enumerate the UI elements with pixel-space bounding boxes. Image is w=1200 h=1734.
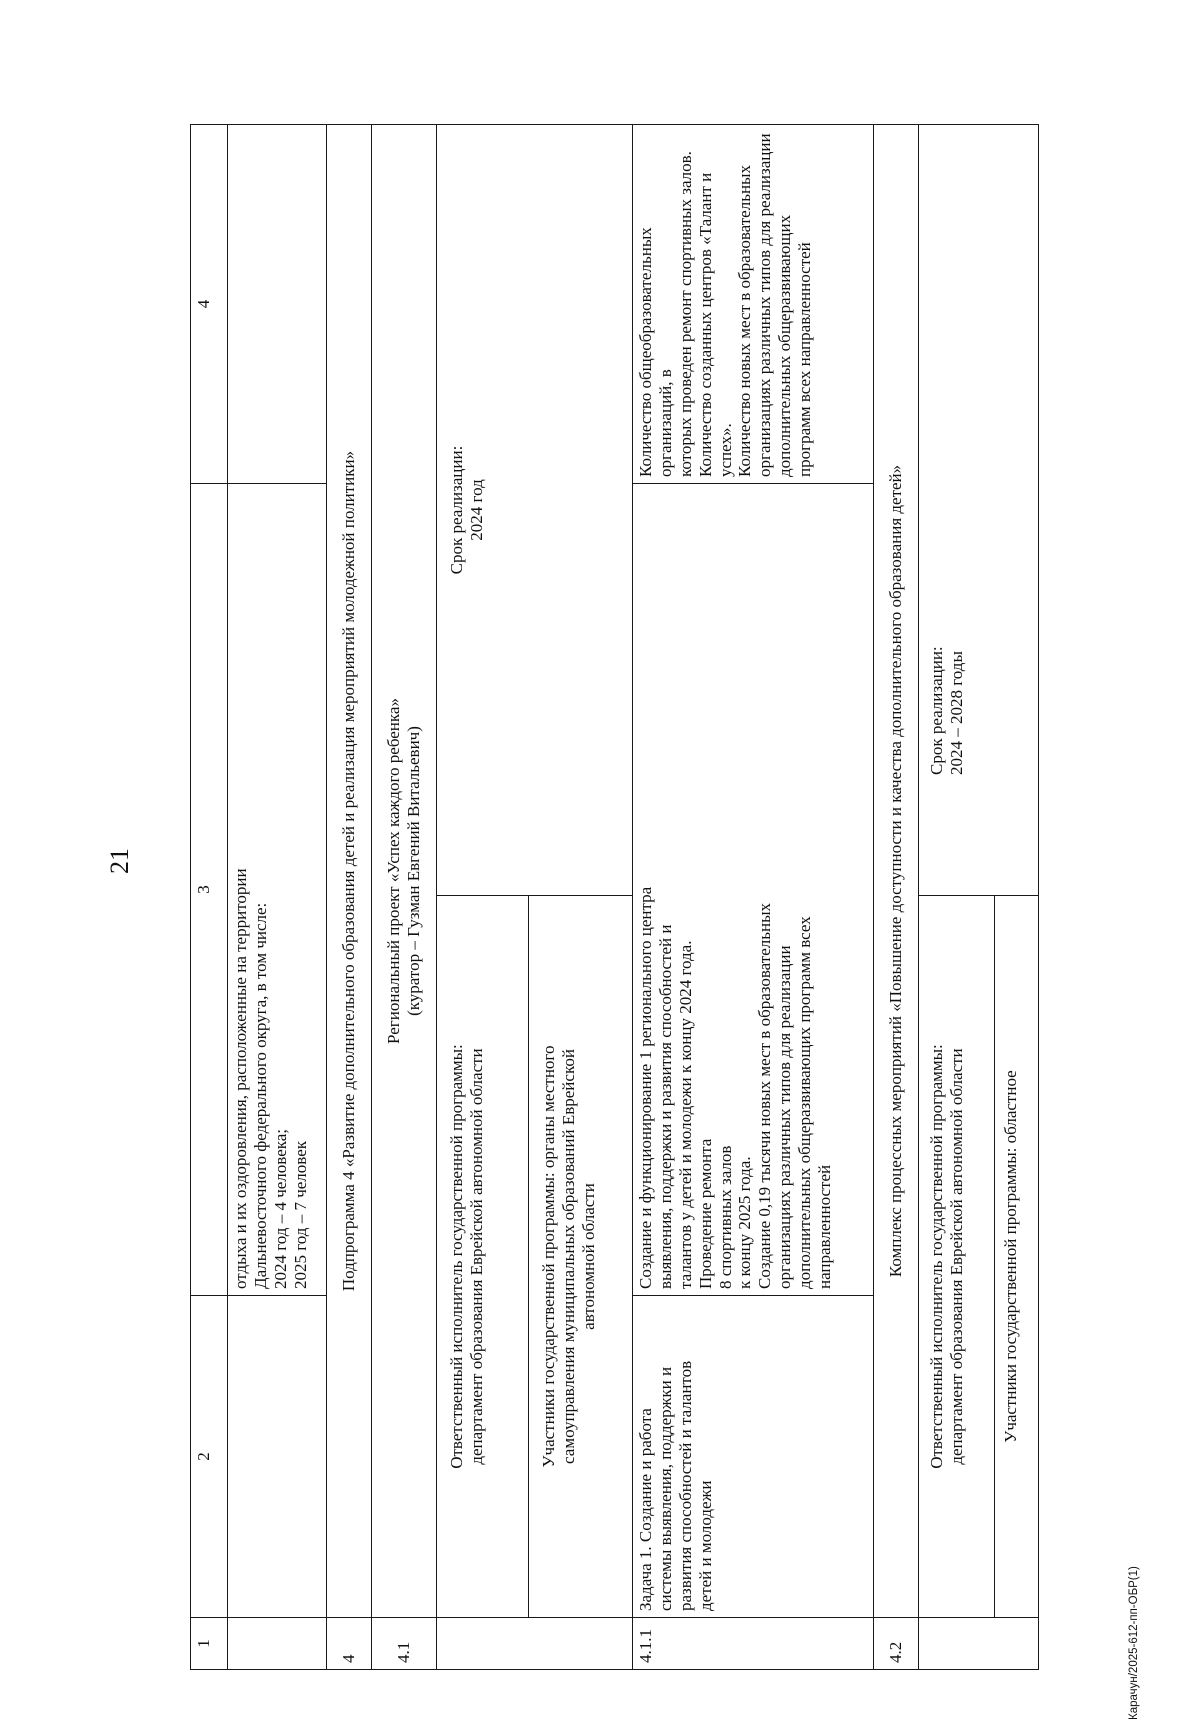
responsible-executor: Ответственный исполнитель государственной программы: департамент образования Еврейской автономной области — [437, 896, 529, 1618]
row-number: 4.1.1 — [633, 1618, 874, 1670]
implementation-period: Срок реализации: 2024 год — [437, 125, 633, 896]
table-row — [437, 125, 529, 1670]
subprogram-title: Подпрограмма 4 «Развитие дополнительного образования детей и реализация мероприятий молодежной политики» — [327, 125, 372, 1618]
table-row — [874, 125, 919, 1670]
program-participants: Участники государственной программы: органы местного самоуправления муниципальных образований Еврейской автономной области — [529, 896, 633, 1618]
document-code: Карачун/2025-612-пп-ОБР(1) — [1128, 1566, 1140, 1720]
table-row — [919, 125, 995, 1670]
rotated-table-sheet — [190, 125, 1120, 1670]
page-number: 21 — [105, 848, 134, 874]
table-header-row — [191, 125, 228, 1670]
continued-text: отдыха и их оздоровления, расположенные на территории Дальневосточного федерального округа, в том числе: 2024 год – 4 человека; 2025 год – 7 человек — [228, 484, 327, 1296]
row-number: 4.1 — [372, 1618, 437, 1670]
header-col-3: 3 — [191, 484, 228, 1296]
process-complex-title: Комплекс процессных мероприятий «Повышение доступности и качества дополнительного образования детей» — [874, 125, 919, 1618]
header-col-2: 2 — [191, 1296, 228, 1618]
row-number: 4 — [327, 1618, 372, 1670]
row-number: 4.2 — [874, 1618, 919, 1670]
table-row — [633, 125, 874, 1670]
table-row — [327, 125, 372, 1670]
table-row — [228, 125, 327, 1670]
task-description: Задача 1. Создание и работа системы выявления, поддержки и развития способностей и талантов детей и молодежи — [633, 1296, 874, 1618]
program-participants: Участники государственной программы: областное — [995, 896, 1039, 1618]
program-table — [190, 124, 1039, 1670]
header-col-1: 1 — [191, 1618, 228, 1670]
responsible-executor: Ответственный исполнитель государственной программы: департамент образования Еврейской автономной области — [919, 896, 995, 1618]
implementation-period: Срок реализации: 2024 – 2028 годы — [919, 125, 1039, 896]
header-col-4: 4 — [191, 125, 228, 484]
expected-effects: Создание и функционирование 1 регионального центра выявления, поддержки и развития способностей и талантов у детей и молодежи к концу 2024 года. Проведение ремонта 8 спортивных залов к концу 2025 года. Создание 0,19 тысячи новых мест в образовательных организациях различных типов для реализации дополнительных общеразвивающих программ всех направленностей — [633, 484, 874, 1296]
regional-project-title: Региональный проект «Успех каждого ребенка» (куратор – Гузман Евгений Витальевич) — [372, 125, 437, 1618]
indicators: Количество общеобразовательных организаций, в которых проведен ремонт спортивных залов. Количество созданных центров «Талант и успех». Количество новых мест в образовательных организациях различных типов для реализации дополнительных общеразвивающих программ всех направленностей — [633, 125, 874, 484]
table-row — [372, 125, 437, 1670]
